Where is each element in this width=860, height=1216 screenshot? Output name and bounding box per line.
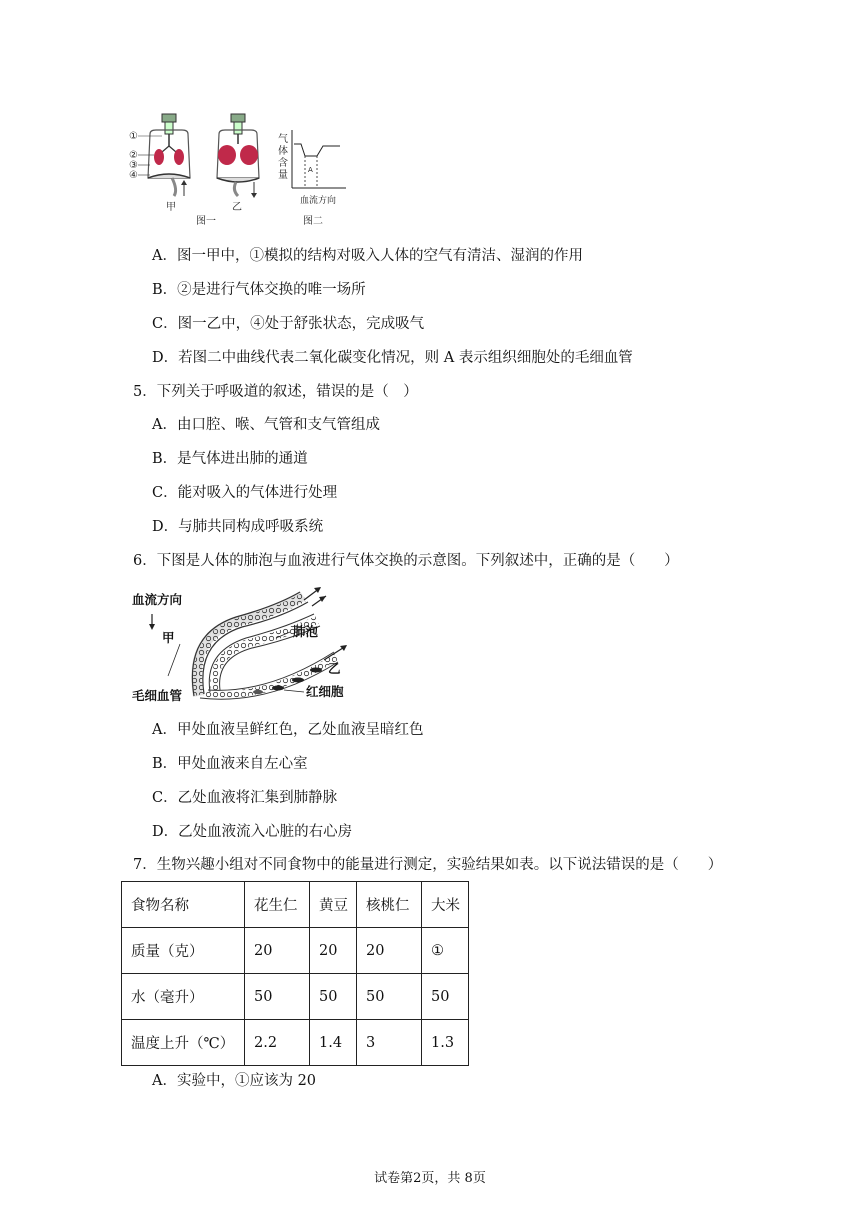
alveolus-capillary-figure	[128, 586, 368, 706]
table-header-cell: 花生仁	[245, 882, 310, 928]
q4-option-a: A．图一甲中，①模拟的结构对吸入人体的空气有清洁、湿润的作用	[152, 248, 583, 264]
table-cell: 质量（克）	[122, 928, 245, 974]
table-cell: 1.3	[422, 1020, 469, 1066]
label-rbc: 红细胞	[306, 684, 344, 699]
jar-label-2: ②	[129, 150, 138, 161]
gas-content-graph	[278, 130, 346, 206]
bell-jar-jia	[138, 114, 190, 196]
q5-option-a: A．由口腔、喉、气管和支气管组成	[152, 417, 380, 433]
q4-option-c: C．图一乙中，④处于舒张状态，完成吸气	[152, 316, 425, 332]
q5-option-b: B．是气体进出肺的通道	[152, 451, 308, 467]
table-cell: ①	[422, 928, 469, 974]
figure-caption-2: 图二	[303, 216, 323, 227]
table-cell: 3	[357, 1020, 422, 1066]
graph-ylabel-2: 含	[278, 158, 288, 169]
q4-option-d: D．若图二中曲线代表二氧化碳变化情况，则 A 表示组织细胞处的毛细血管	[152, 350, 633, 366]
bell-jar-yi	[217, 114, 259, 198]
breathing-model-figure	[128, 112, 360, 230]
table-cell: 50	[245, 974, 310, 1020]
table-cell: 1.4	[310, 1020, 357, 1066]
graph-point-a: A	[308, 166, 313, 174]
jar-caption-yi: 乙	[232, 202, 242, 213]
jar-label-4: ④	[129, 170, 138, 181]
q4-option-b: B．②是进行气体交换的唯一场所	[152, 282, 366, 298]
table-cell: 20	[245, 928, 310, 974]
table-row	[122, 928, 469, 974]
table-cell: 20	[310, 928, 357, 974]
table-cell: 50	[310, 974, 357, 1020]
jar-caption-jia: 甲	[166, 202, 176, 213]
food-energy-table	[121, 881, 469, 1066]
table-cell: 温度上升（℃）	[122, 1020, 245, 1066]
q7-stem: 7．生物兴趣小组对不同食物中的能量进行测定，实验结果如表。以下说法错误的是（ ）	[133, 857, 723, 873]
jar-label-3: ③	[129, 160, 138, 171]
q5-stem: 5．下列关于呼吸道的叙述，错误的是（ ）	[133, 384, 418, 400]
label-blood-flow: 血流方向	[132, 592, 183, 607]
figure-caption-1: 图一	[196, 216, 216, 227]
table-cell: 2.2	[245, 1020, 310, 1066]
q7-option-a: A．实验中，①应该为 20	[152, 1073, 317, 1089]
page-footer: 试卷第2页，共 8页	[374, 1171, 486, 1186]
table-header-row	[122, 882, 469, 928]
q6-stem: 6．下图是人体的肺泡与血液进行气体交换的示意图。下列叙述中，正确的是（ ）	[133, 553, 679, 569]
table-cell: 水（毫升）	[122, 974, 245, 1020]
table-header-cell: 大米	[422, 882, 469, 928]
label-yi: 乙	[328, 661, 341, 676]
table-header-cell: 核桃仁	[357, 882, 422, 928]
graph-ylabel-3: 量	[278, 170, 288, 181]
label-alveolus: 肺泡	[293, 624, 319, 639]
q6-option-c: C．乙处血液将汇集到肺静脉	[152, 790, 338, 806]
table-cell: 50	[422, 974, 469, 1020]
label-jia: 甲	[162, 630, 175, 645]
q5-option-c: C．能对吸入的气体进行处理	[152, 485, 338, 501]
label-capillary: 毛细血管	[132, 688, 183, 703]
table-header-cell: 食物名称	[122, 882, 245, 928]
q5-option-d: D．与肺共同构成呼吸系统	[152, 519, 324, 535]
table-cell: 50	[357, 974, 422, 1020]
graph-ylabel-1: 体	[278, 146, 288, 157]
q6-option-d: D．乙处血液流入心脏的右心房	[152, 824, 353, 840]
table-cell: 20	[357, 928, 422, 974]
table-row	[122, 1020, 469, 1066]
q6-option-a: A．甲处血液呈鲜红色，乙处血液呈暗红色	[152, 722, 424, 738]
graph-ylabel-0: 气	[278, 134, 288, 145]
graph-xlabel: 血流方向	[300, 196, 337, 206]
table-row	[122, 974, 469, 1020]
q6-option-b: B．甲处血液来自左心室	[152, 756, 308, 772]
jar-label-1: ①	[129, 131, 138, 142]
table-header-cell: 黄豆	[310, 882, 357, 928]
